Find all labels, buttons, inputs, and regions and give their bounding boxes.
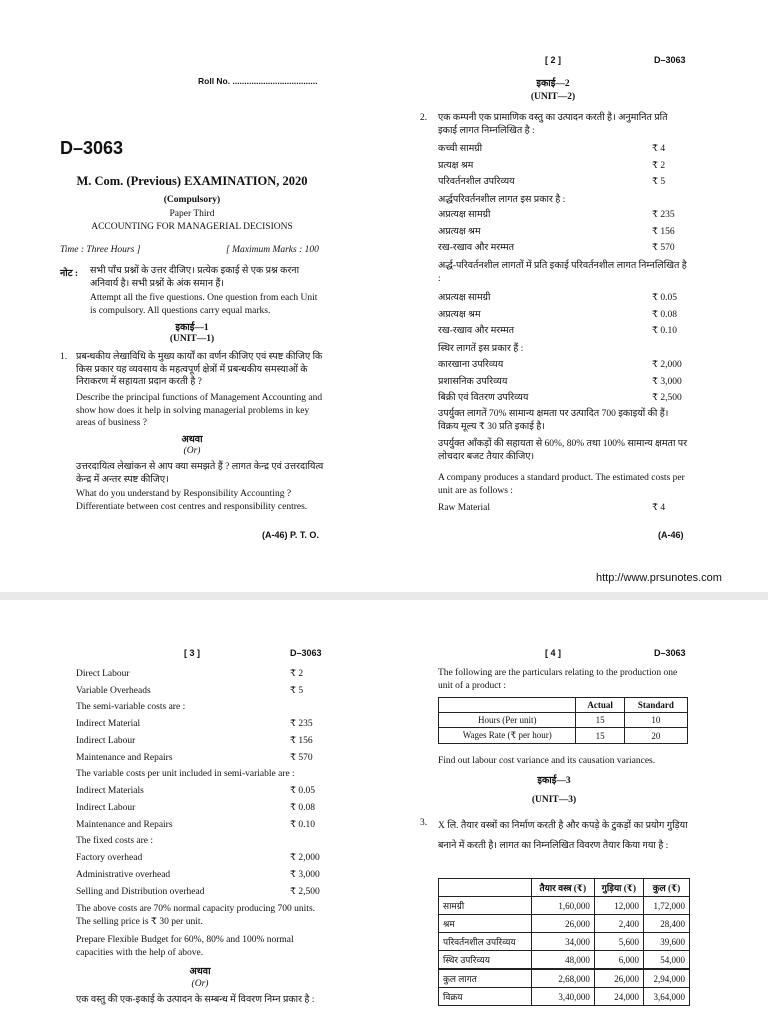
variable-unit-item-row	[438, 291, 688, 305]
cost-cell: 26,000	[594, 969, 643, 988]
page-3-number: [ 3 ]	[184, 648, 201, 658]
labour-cell: Wages Rate (₹ per hour)	[439, 728, 576, 744]
semi-variable-item-value: ₹ 570	[652, 243, 675, 253]
raw-material-row	[438, 501, 688, 515]
cost-item-value: ₹ 4	[652, 144, 666, 154]
semi-variable-item-en-label: Indirect Material	[76, 719, 141, 729]
labour-header-cell	[439, 698, 576, 713]
unit-1-english: (UNIT—1)	[169, 334, 215, 344]
labour-row	[439, 728, 688, 744]
cost-item-value: ₹ 5	[652, 177, 666, 187]
semi-variable-item-en-label: Indirect Labour	[76, 736, 136, 746]
fixed-cost-item-row	[438, 391, 688, 405]
cost-header-cell: तैयार वस्त्र (₹)	[531, 879, 594, 897]
fixed-cost-item-row	[438, 358, 688, 372]
semi-variable-intro: अर्द्धपरिवर्तनशील लागत इस प्रकार है :	[438, 195, 566, 205]
fixed-cost-item-en-label: Administrative overhead	[76, 870, 171, 880]
semi-variable-item-row	[438, 208, 688, 222]
paper-code: D–3063	[60, 138, 124, 158]
question-2-intro: एक कम्पनी एक प्रामाणिक वस्तु का उत्पादन करती है। अनुमानित प्रति इकाई लागत निम्नलिखित है :	[438, 113, 668, 136]
labour-cell: 20	[624, 728, 687, 744]
fixed-cost-item-en-value: ₹ 2,500	[290, 887, 320, 897]
cost-header-cell	[439, 879, 532, 897]
cost-item-en-label: Variable Overheads	[76, 685, 151, 696]
cost-cell: 48,000	[531, 951, 594, 970]
semi-variable-item-en-value: ₹ 156	[290, 736, 313, 746]
variable-unit-item-en-row	[76, 818, 326, 832]
question-2-number: 2.	[420, 113, 428, 123]
labour-cell: 10	[624, 713, 687, 728]
question-1b-english: What do you understand by Responsibility Accounting ? Differentiate between cost centres and responsibility centres.	[76, 489, 308, 512]
variable-unit-item-en-label: Indirect Materials	[76, 786, 144, 796]
unit-3-hindi: इकाई—3	[537, 776, 571, 786]
page-2-footer: (A-46)	[658, 530, 684, 540]
or-question-text: एक वस्तु की एक-इकाई के उत्पादन के सम्बन्ध में विवरण निम्न प्रकार है :	[76, 995, 315, 1005]
semi-variable-item-label: अप्रत्यक्ष श्रम	[438, 226, 481, 237]
question-number: 1.	[60, 352, 68, 362]
question-1-hindi: प्रबन्धकीय लेखाविधि के मुख्य कार्यों का वर्णन कीजिए एवं स्पष्ट कीजिए कि किस प्रकार यह व्यवसाय के महत्वपूर्ण क्षेत्रों में प्रबन्धकीय समस्याओं के निराकरण में सहायता प्रदान करती है ?	[76, 352, 323, 387]
fixed-cost-item-en-label: Selling and Distribution overhead	[76, 887, 205, 897]
cost-item-row	[438, 142, 688, 156]
variable-unit-item-en-row	[76, 784, 326, 798]
semi-variable-item-value: ₹ 156	[652, 226, 675, 237]
fixed-cost-item-en-value: ₹ 3,000	[290, 870, 320, 880]
cost-cell: 28,400	[643, 915, 689, 933]
cost-item-en-value: ₹ 2	[290, 669, 304, 679]
cost-cell: 1,60,000	[531, 897, 594, 915]
maximum-marks: [ Maximum Marks : 100	[226, 245, 319, 255]
subject-title: ACCOUNTING FOR MANAGERIAL DECISIONS	[91, 222, 293, 232]
semi-variable-item-row	[438, 225, 688, 239]
unit-2-english: (UNIT—2)	[530, 92, 576, 102]
variable-unit-item-en-value: ₹ 0.08	[290, 803, 316, 813]
budget-text-english: Prepare Flexible Budget for 60%, 80% and 100% normal capacities with the help of above.	[76, 935, 294, 958]
unit-1-hindi: इकाई—1	[175, 323, 209, 333]
semi-variable-intro-english: The semi-variable costs are :	[76, 702, 186, 712]
variable-unit-item-en-label: Indirect Labour	[76, 803, 136, 813]
labour-header-cell: Actual	[576, 698, 624, 713]
variable-per-unit-intro: अर्द्ध-परिवर्तनशील लागतों में प्रति इकाई परिवर्तनशील लागत निम्नलिखित है :	[438, 261, 687, 284]
variable-unit-item-label: रख-रखाव और मरम्मत	[438, 326, 515, 336]
fixed-cost-item-value: ₹ 3,000	[652, 376, 682, 387]
fixed-cost-item-label: बिक्री एवं वितरण उपरिव्यय	[438, 393, 529, 403]
semi-variable-item-value: ₹ 235	[652, 210, 675, 220]
cost-cell: 12,000	[594, 897, 643, 915]
variable-unit-item-label: अप्रत्यक्ष सामग्री	[438, 293, 491, 303]
semi-variable-item-label: रख-रखाव और मरम्मत	[438, 243, 515, 253]
cost-statement-table	[438, 878, 690, 1006]
page-1-footer: (A-46) P. T. O.	[262, 530, 319, 540]
labour-table	[438, 697, 688, 744]
cost-cell: 34,000	[531, 933, 594, 951]
or-hindi-p3: अथवा	[189, 967, 211, 977]
cost-cell: 2,94,000	[643, 969, 689, 988]
raw-material-value: ₹ 4	[652, 503, 666, 513]
cost-header-cell: कुल (₹)	[643, 879, 689, 897]
raw-material-label: Raw Material	[438, 503, 490, 513]
or-english-p3: (Or)	[191, 979, 209, 989]
cost-item-label: प्रत्यक्ष श्रम	[438, 160, 474, 171]
variable-unit-item-en-value: ₹ 0.10	[290, 820, 316, 830]
cost-item-en-row	[76, 667, 326, 681]
variable-unit-item-row	[438, 324, 688, 338]
cost-cell: 24,000	[594, 988, 643, 1006]
semi-variable-item-en-row	[76, 751, 326, 765]
page-4-code: D–3063	[654, 648, 686, 658]
paper-number: Paper Third	[169, 209, 215, 219]
cost-cell: 1,72,000	[643, 897, 689, 915]
cost-header-cell: गुड़िया (₹)	[594, 879, 643, 897]
watermark-url: http://www.prsunotes.com	[596, 572, 722, 584]
compulsory-label: (Compulsory)	[163, 195, 221, 205]
semi-variable-item-en-label: Maintenance and Repairs	[76, 753, 173, 763]
fixed-cost-item-label: प्रशासनिक उपरिव्यय	[438, 376, 508, 387]
cost-cell: 3,64,000	[643, 988, 689, 1006]
semi-variable-item-en-row	[76, 734, 326, 748]
question-3-number: 3.	[420, 818, 428, 828]
cost-item-label: परिवर्तनशील उपरिव्यय	[438, 177, 515, 187]
cost-row	[439, 915, 690, 933]
variable-unit-item-row	[438, 308, 688, 322]
page-2-code: D–3063	[654, 55, 686, 65]
fixed-cost-item-value: ₹ 2,500	[652, 393, 682, 403]
note-english: Attempt all the five questions. One question from each Unit is compulsory. All questions carry equal marks.	[90, 293, 318, 316]
note-hindi: सभी पाँच प्रश्नों के उत्तर दीजिए। प्रत्येक इकाई से एक प्रश्न करना अनिवार्य है। सभी प्रश्नों के अंक समान हैं।	[90, 266, 300, 289]
labour-row	[439, 713, 688, 728]
cost-item-row	[438, 175, 688, 189]
variable-unit-item-en-label: Maintenance and Repairs	[76, 820, 173, 830]
fixed-cost-item-row	[438, 375, 688, 389]
fixed-cost-item-en-row	[76, 868, 326, 882]
or-english: (Or)	[183, 446, 201, 456]
labour-find-text: Find out labour cost variance and its causation variances.	[438, 756, 656, 766]
capacity-text: उपर्युक्त लागतें 70% सामान्य क्षमता पर उत्पादित 700 इकाइयों की हैं। विक्रय मूल्य ₹ 30 प्रति इकाई है।	[438, 409, 669, 432]
labour-intro: The following are the particulars relating to the production one unit of a product :	[438, 668, 678, 691]
time-allowed: Time : Three Hours ]	[60, 245, 141, 255]
cost-row	[439, 969, 690, 988]
variable-unit-item-value: ₹ 0.05	[652, 293, 678, 303]
cost-row	[439, 933, 690, 951]
semi-variable-item-en-value: ₹ 235	[290, 719, 313, 729]
fixed-costs-intro-english: The fixed costs are :	[76, 836, 154, 846]
cost-cell: 39,600	[643, 933, 689, 951]
cost-item-en-row	[76, 684, 326, 698]
variable-unit-item-en-value: ₹ 0.05	[290, 786, 316, 796]
capacity-text-english: The above costs are 70% normal capacity producing 700 units. The selling price is ₹ 30 per unit.	[76, 904, 316, 927]
cost-cell: 26,000	[531, 915, 594, 933]
fixed-costs-intro: स्थिर लागतें इस प्रकार हैं :	[438, 344, 524, 354]
fixed-cost-item-en-row	[76, 885, 326, 899]
fixed-cost-item-value: ₹ 2,000	[652, 360, 682, 370]
page-2-number: [ 2 ]	[545, 55, 562, 65]
variable-per-unit-intro-english: The variable costs per unit included in semi-variable are :	[76, 769, 295, 779]
budget-text: उपर्युक्त आँकड़ों की सहायता से 60%, 80% तथा 100% सामान्य क्षमता पर लोचदार बजट तैयार कीजिए।	[438, 439, 688, 462]
semi-variable-item-en-row	[76, 717, 326, 731]
variable-unit-item-value: ₹ 0.08	[652, 309, 678, 320]
cost-row	[439, 988, 690, 1006]
labour-cell: 15	[576, 713, 624, 728]
semi-variable-item-label: अप्रत्यक्ष सामग्री	[438, 210, 491, 220]
question-1b-hindi: उत्तरदायित्व लेखांकन से आप क्या समझते हैं ? लागत केन्द्र एवं उत्तरदायित्व केन्द्र में अन्तर स्पष्ट कीजिए।	[76, 462, 324, 485]
exam-title: M. Com. (Previous) EXAMINATION, 2020	[76, 174, 308, 188]
cost-cell: सामग्री	[439, 897, 532, 915]
english-intro: A company produces a standard product. The estimated costs per unit are as follows :	[438, 473, 685, 496]
cost-row	[439, 951, 690, 970]
cost-item-en-label: Direct Labour	[76, 669, 130, 679]
cost-item-en-value: ₹ 5	[290, 685, 304, 696]
cost-table-header	[439, 879, 690, 897]
cost-item-row	[438, 159, 688, 173]
cost-cell: परिवर्तनशील उपरिव्यय	[439, 933, 532, 951]
cost-cell: 3,40,000	[531, 988, 594, 1006]
fixed-cost-item-en-row	[76, 851, 326, 865]
unit-3-english: (UNIT—3)	[531, 795, 577, 805]
cost-item-value: ₹ 2	[652, 160, 666, 171]
question-3-text: X लि. तैयार वस्त्रों का निर्माण करती है और कपड़े के टुकड़ों का प्रयोग गुड़िया बनाने में करती है। लागत का निम्नलिखित विवरण तैयार किया गया है :	[438, 821, 688, 851]
labour-table-header	[439, 698, 688, 713]
cost-item-label: कच्ची सामग्री	[438, 144, 483, 154]
fixed-cost-item-en-value: ₹ 2,000	[290, 853, 320, 863]
page-3-code: D–3063	[290, 648, 322, 658]
variable-unit-item-label: अप्रत्यक्ष श्रम	[438, 309, 481, 320]
note-label: नोट :	[60, 269, 79, 279]
or-hindi: अथवा	[181, 435, 203, 445]
fixed-cost-item-en-label: Factory overhead	[76, 853, 143, 863]
exam-sheet-bottom	[0, 600, 768, 1024]
cost-cell: 6,000	[594, 951, 643, 970]
labour-header-cell: Standard	[624, 698, 687, 713]
variable-unit-item-en-row	[76, 801, 326, 815]
roll-number-field: Roll No. ....................................	[198, 76, 318, 86]
cost-cell: कुल लागत	[439, 969, 532, 988]
cost-cell: 2,400	[594, 915, 643, 933]
cost-row	[439, 897, 690, 915]
cost-cell: 54,000	[643, 951, 689, 970]
labour-cell: 15	[576, 728, 624, 744]
question-1-english: Describe the principal functions of Management Accounting and show how does it help in solving managerial problems in key areas of business ?	[76, 393, 323, 428]
cost-cell: विक्रय	[439, 988, 532, 1006]
semi-variable-item-row	[438, 241, 688, 255]
semi-variable-item-en-value: ₹ 570	[290, 753, 313, 763]
cost-cell: स्थिर उपरिव्यय	[439, 951, 532, 970]
cost-cell: 5,600	[594, 933, 643, 951]
variable-unit-item-value: ₹ 0.10	[652, 326, 678, 336]
labour-cell: Hours (Per unit)	[439, 713, 576, 728]
cost-cell: 2,68,000	[531, 969, 594, 988]
unit-2-hindi: इकाई—2	[536, 79, 570, 89]
cost-cell: श्रम	[439, 915, 532, 933]
fixed-cost-item-label: कारखाना उपरिव्यय	[438, 360, 504, 370]
page-4-number: [ 4 ]	[545, 648, 562, 658]
